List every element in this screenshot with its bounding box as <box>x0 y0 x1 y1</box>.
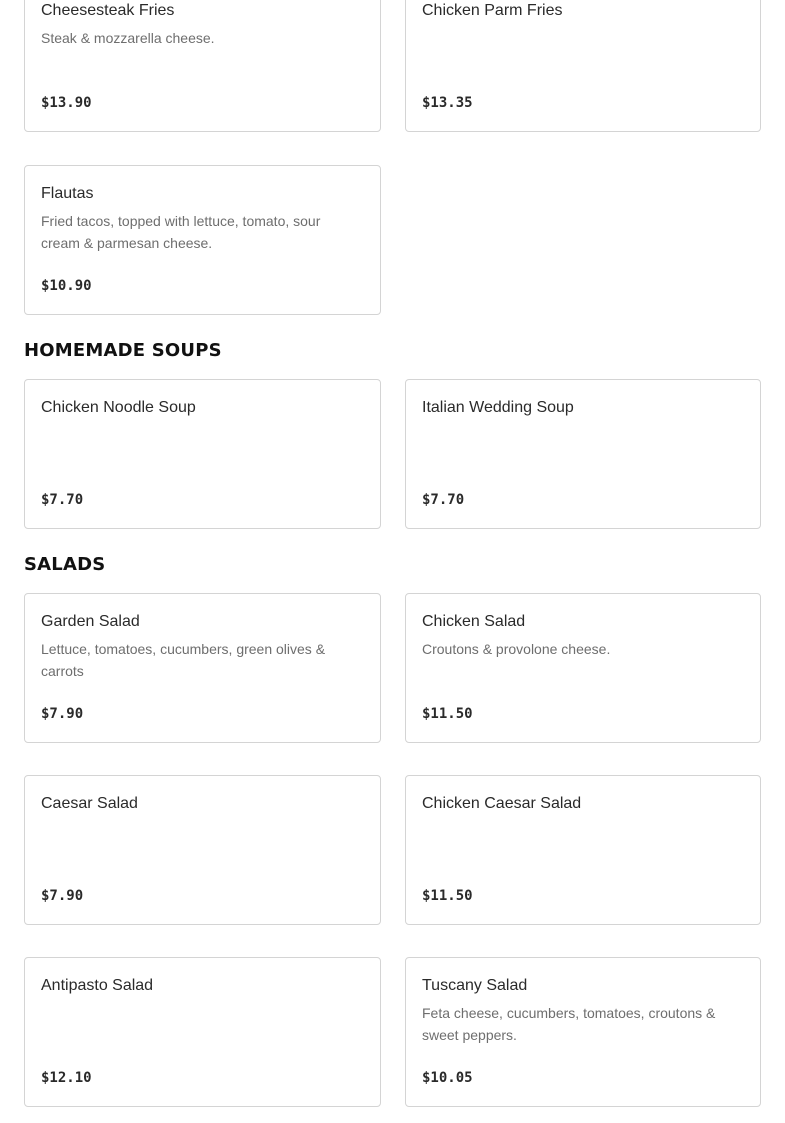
menu-item-card[interactable] <box>24 957 381 1107</box>
item-description: Croutons & provolone cheese. <box>422 641 611 657</box>
item-description: Steak & mozzarella cheese. <box>41 30 215 46</box>
item-price: $11.50 <box>422 706 473 722</box>
item-name: Italian Wedding Soup <box>422 399 574 416</box>
item-price: $7.90 <box>41 888 84 904</box>
item-price: $11.50 <box>422 888 473 904</box>
menu-item-card[interactable] <box>24 165 381 315</box>
item-price: $7.90 <box>41 706 84 722</box>
item-name: Chicken Salad <box>422 613 526 630</box>
item-name: Tuscany Salad <box>422 977 528 994</box>
item-description: Lettuce, tomatoes, cucumbers, green olives & carrots <box>41 641 326 679</box>
menu-item-card[interactable] <box>24 775 381 925</box>
menu-item-card[interactable] <box>405 957 761 1107</box>
item-name: Flautas <box>41 185 94 202</box>
menu-item-card[interactable] <box>405 775 761 925</box>
menu-item-card[interactable] <box>24 379 381 529</box>
item-price: $10.05 <box>422 1070 473 1086</box>
item-name: Caesar Salad <box>41 795 138 812</box>
menu-item-card[interactable] <box>405 379 761 529</box>
item-name: Chicken Noodle Soup <box>41 399 196 416</box>
item-name: Chicken Caesar Salad <box>422 795 582 812</box>
section-title-soups: HOMEMADE SOUPS <box>24 340 222 361</box>
item-price: $13.35 <box>422 95 473 111</box>
menu-item-card[interactable] <box>405 0 761 132</box>
section-title-salads: SALADS <box>24 554 106 575</box>
item-name: Antipasto Salad <box>41 977 154 994</box>
item-name: Garden Salad <box>41 613 140 630</box>
item-price: $7.70 <box>422 492 465 508</box>
item-description: Fried tacos, topped with lettuce, tomato, sour cream & parmesan cheese. <box>41 213 321 251</box>
item-price: $10.90 <box>41 278 92 294</box>
item-price: $7.70 <box>41 492 84 508</box>
item-name: Cheesesteak Fries <box>41 2 175 19</box>
menu-item-card[interactable] <box>24 0 381 132</box>
item-name: Chicken Parm Fries <box>422 2 563 19</box>
item-price: $13.90 <box>41 95 92 111</box>
item-description: Feta cheese, cucumbers, tomatoes, croutons & sweet peppers. <box>422 1005 716 1043</box>
menu-item-card[interactable] <box>405 593 761 743</box>
item-price: $12.10 <box>41 1070 92 1086</box>
menu-item-card[interactable] <box>24 593 381 743</box>
